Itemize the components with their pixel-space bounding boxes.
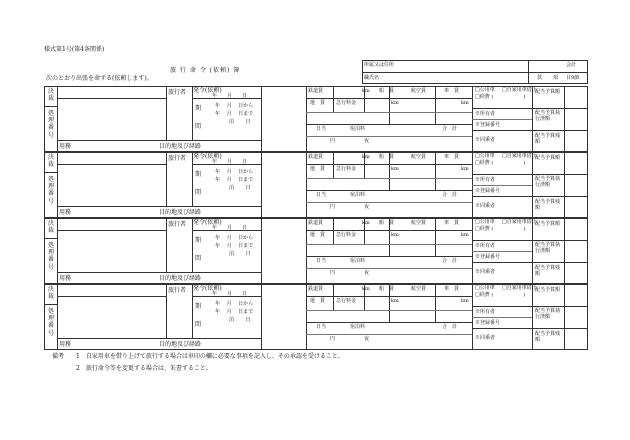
express-label: 急行料金 — [336, 166, 357, 172]
order-block — [44, 86, 588, 152]
period-nights: 泊 日 — [229, 119, 251, 125]
kessai-label: 決 裁 — [47, 220, 54, 235]
period-label-1: 期 — [195, 237, 202, 244]
reg-no-label: ※登録番号 — [475, 188, 501, 194]
destination-label: 目的地及び経路 — [159, 209, 202, 216]
car-public: □公用車 — [475, 153, 495, 159]
air-label: 航空賃 — [411, 154, 427, 160]
total-label: 合 計 — [442, 126, 458, 132]
companion-label: ※同乗者 — [475, 269, 496, 275]
reg-no-label: ※登録番号 — [475, 254, 501, 260]
lodging-label: 宿泊料 — [350, 258, 366, 264]
rail-km: km — [362, 88, 370, 94]
ship-label: 船 賃 — [379, 220, 395, 226]
daily-label: 日当 — [316, 258, 327, 264]
rail-km: km — [362, 154, 370, 160]
car-public: □公用車 — [475, 285, 495, 291]
destination-label: 目的地及び経路 — [159, 341, 202, 348]
owner-label: ※所有者 — [475, 243, 496, 249]
budget-label: 配当予算額 — [535, 221, 561, 227]
lodging-label: 宿泊料 — [350, 324, 366, 330]
reg-no-label: ※登録番号 — [475, 122, 501, 128]
form-id: 様式第1号(第4条関係) — [44, 46, 105, 53]
period-label-2: 間 — [195, 255, 202, 262]
balance-label: 配当予算残額 — [535, 199, 561, 211]
car-label: 車 賃 — [444, 286, 460, 292]
balance-label: 配当予算残額 — [535, 265, 561, 277]
kessai-label: 決 裁 — [47, 286, 54, 301]
period-to: 年 月 日まで — [215, 309, 254, 315]
period-nights: 泊 日 — [229, 185, 251, 191]
order-date: 年 月 日 — [212, 291, 248, 297]
ship-km: km — [391, 232, 399, 238]
companion-label: ※同乗者 — [475, 137, 496, 143]
car-km: km — [461, 232, 469, 238]
period-nights: 泊 日 — [229, 251, 251, 257]
total-label: 会計 — [566, 62, 577, 68]
destination-label: 目的地及び経路 — [159, 143, 202, 150]
period-to: 年 月 日まで — [215, 177, 254, 183]
order-date: 年 月 日 — [212, 93, 248, 99]
period-from: 年 月 日から — [215, 103, 254, 109]
notes-label: 備考 — [52, 353, 65, 360]
companion-label: ※同乗者 — [475, 203, 496, 209]
rail-km: km — [362, 286, 370, 292]
budget-label: 配当予算額 — [535, 287, 561, 293]
purpose-label: 用務 — [59, 143, 72, 150]
daily-label: 日当 — [316, 324, 327, 330]
order-label: 発令(依頼) — [193, 285, 222, 292]
ship-km: km — [391, 298, 399, 304]
budget-label: 配当予算額 — [535, 89, 561, 95]
ship-label: 船 賃 — [379, 88, 395, 94]
night-label: 夜 — [364, 138, 370, 144]
order-block — [44, 284, 588, 350]
destination-label: 目的地及び経路 — [159, 275, 202, 282]
fare-label: 運 賃 — [310, 298, 326, 304]
shori-label: 処 理 番 号 — [47, 308, 54, 337]
daily-label: 日当 — [316, 126, 327, 132]
period-from: 年 月 日から — [215, 235, 254, 241]
order-block — [44, 152, 588, 218]
period-from: 年 月 日から — [215, 301, 254, 307]
order-label: 発令(依頼) — [193, 87, 222, 94]
executed-label: 配当予算執行済額 — [535, 308, 561, 320]
kessai-label: 決 裁 — [47, 88, 54, 103]
shori-label: 処 理 番 号 — [47, 242, 54, 271]
period-label-1: 期 — [195, 171, 202, 178]
rail-label: 鉄道賃 — [308, 220, 324, 226]
order-date: 年 月 日 — [212, 159, 248, 165]
order-block — [44, 218, 588, 284]
balance-label: 配当予算残額 — [535, 133, 561, 145]
yen-label: 円 — [330, 270, 336, 276]
owner-label: ※所有者 — [475, 309, 496, 315]
car-other: □経費 ( ) — [475, 94, 526, 100]
traveler-label: 旅行者 — [168, 221, 187, 228]
period-label-2: 間 — [195, 123, 202, 130]
executed-label: 配当予算執行済額 — [535, 242, 561, 254]
rail-label: 鉄道賃 — [308, 88, 324, 94]
car-label: 車 賃 — [444, 154, 460, 160]
shori-label: 処 理 番 号 — [47, 110, 54, 139]
period-to: 年 月 日まで — [215, 111, 254, 117]
ship-label: 船 賃 — [379, 154, 395, 160]
car-private: □自家用車借上 — [502, 219, 537, 225]
rail-label: 鉄道賃 — [308, 286, 324, 292]
balance-label: 配当予算残額 — [535, 331, 561, 343]
traveler-label: 旅行者 — [168, 287, 187, 294]
car-label: 車 賃 — [444, 88, 460, 94]
total-label: 合 計 — [442, 324, 458, 330]
car-public: □公用車 — [475, 219, 495, 225]
fare-label: 運 賃 — [310, 232, 326, 238]
car-private: □自家用車借上 — [502, 285, 537, 291]
notes-item-1: 1 自家用車を借り上げて旅行する場合は車印の欄に必要な事項を記入し、その承認を受けること。 — [76, 353, 344, 360]
car-private: □自家用車借上 — [502, 153, 537, 159]
fare-label: 運 賃 — [310, 100, 326, 106]
express-label: 急行料金 — [336, 100, 357, 106]
order-date: 年 月 日 — [212, 225, 248, 231]
express-label: 急行料金 — [336, 232, 357, 238]
purpose-label: 用務 — [59, 209, 72, 216]
traveler-label: 旅行者 — [168, 89, 187, 96]
kan-label: 款 — [537, 75, 543, 81]
car-other: □経費 ( ) — [475, 226, 526, 232]
reg-no-label: ※登録番号 — [475, 320, 501, 326]
form-title: 旅 行 命 令 (依頼) 簿 — [170, 67, 241, 74]
daily-label: 日当 — [316, 192, 327, 198]
kou-label: 項 — [553, 75, 559, 81]
rail-label: 鉄道賃 — [308, 154, 324, 160]
car-public: □公用車 — [475, 87, 495, 93]
ship-km: km — [391, 100, 399, 106]
ship-label: 船 賃 — [379, 286, 395, 292]
ship-km: km — [391, 166, 399, 172]
owner-label: ※所有者 — [475, 177, 496, 183]
period-label-2: 間 — [195, 321, 202, 328]
car-private: □自家用車借上 — [502, 87, 537, 93]
purpose-label: 用務 — [59, 341, 72, 348]
total-label: 合 計 — [442, 192, 458, 198]
air-label: 航空賃 — [411, 88, 427, 94]
order-label: 発令(依頼) — [193, 153, 222, 160]
kessai-label: 決 裁 — [47, 154, 54, 169]
car-km: km — [461, 166, 469, 172]
traveler-label: 旅行者 — [168, 155, 187, 162]
owner-label: ※所有者 — [475, 111, 496, 117]
executed-label: 配当予算執行済額 — [535, 176, 561, 188]
companion-label: ※同乗者 — [475, 335, 496, 341]
air-label: 航空賃 — [411, 220, 427, 226]
dept-label: 所属又は住所 — [364, 62, 395, 68]
yen-label: 円 — [330, 204, 336, 210]
period-from: 年 月 日から — [215, 169, 254, 175]
period-label-2: 間 — [195, 189, 202, 196]
form-subtitle: 次のとおり出張を命ずる(依頼します)。 — [46, 75, 153, 82]
car-other: □経費 ( ) — [475, 292, 526, 298]
period-label-1: 期 — [195, 105, 202, 112]
car-km: km — [461, 298, 469, 304]
night-label: 夜 — [364, 336, 370, 342]
total-label: 合 計 — [442, 258, 458, 264]
air-label: 航空賃 — [411, 286, 427, 292]
yen-label: 円 — [330, 336, 336, 342]
moku-label: 目9節 — [566, 75, 580, 81]
period-to: 年 月 日まで — [215, 243, 254, 249]
period-label-1: 期 — [195, 303, 202, 310]
notes-item-2: 2 旅行命令等を変更する場合は、朱書すること。 — [76, 365, 212, 372]
yen-label: 円 — [330, 138, 336, 144]
shori-label: 処 理 番 号 — [47, 176, 54, 205]
name-label: 職氏名 — [364, 75, 380, 81]
budget-label: 配当予算額 — [535, 155, 561, 161]
executed-label: 配当予算執行済額 — [535, 110, 561, 122]
car-other: □経費 ( ) — [475, 160, 526, 166]
express-label: 急行料金 — [336, 298, 357, 304]
lodging-label: 宿泊料 — [350, 126, 366, 132]
period-nights: 泊 日 — [229, 317, 251, 323]
rail-km: km — [362, 220, 370, 226]
car-km: km — [461, 100, 469, 106]
car-label: 車 賃 — [444, 220, 460, 226]
night-label: 夜 — [364, 204, 370, 210]
lodging-label: 宿泊料 — [350, 192, 366, 198]
purpose-label: 用務 — [59, 275, 72, 282]
fare-label: 運 賃 — [310, 166, 326, 172]
order-label: 発令(依頼) — [193, 219, 222, 226]
night-label: 夜 — [364, 270, 370, 276]
